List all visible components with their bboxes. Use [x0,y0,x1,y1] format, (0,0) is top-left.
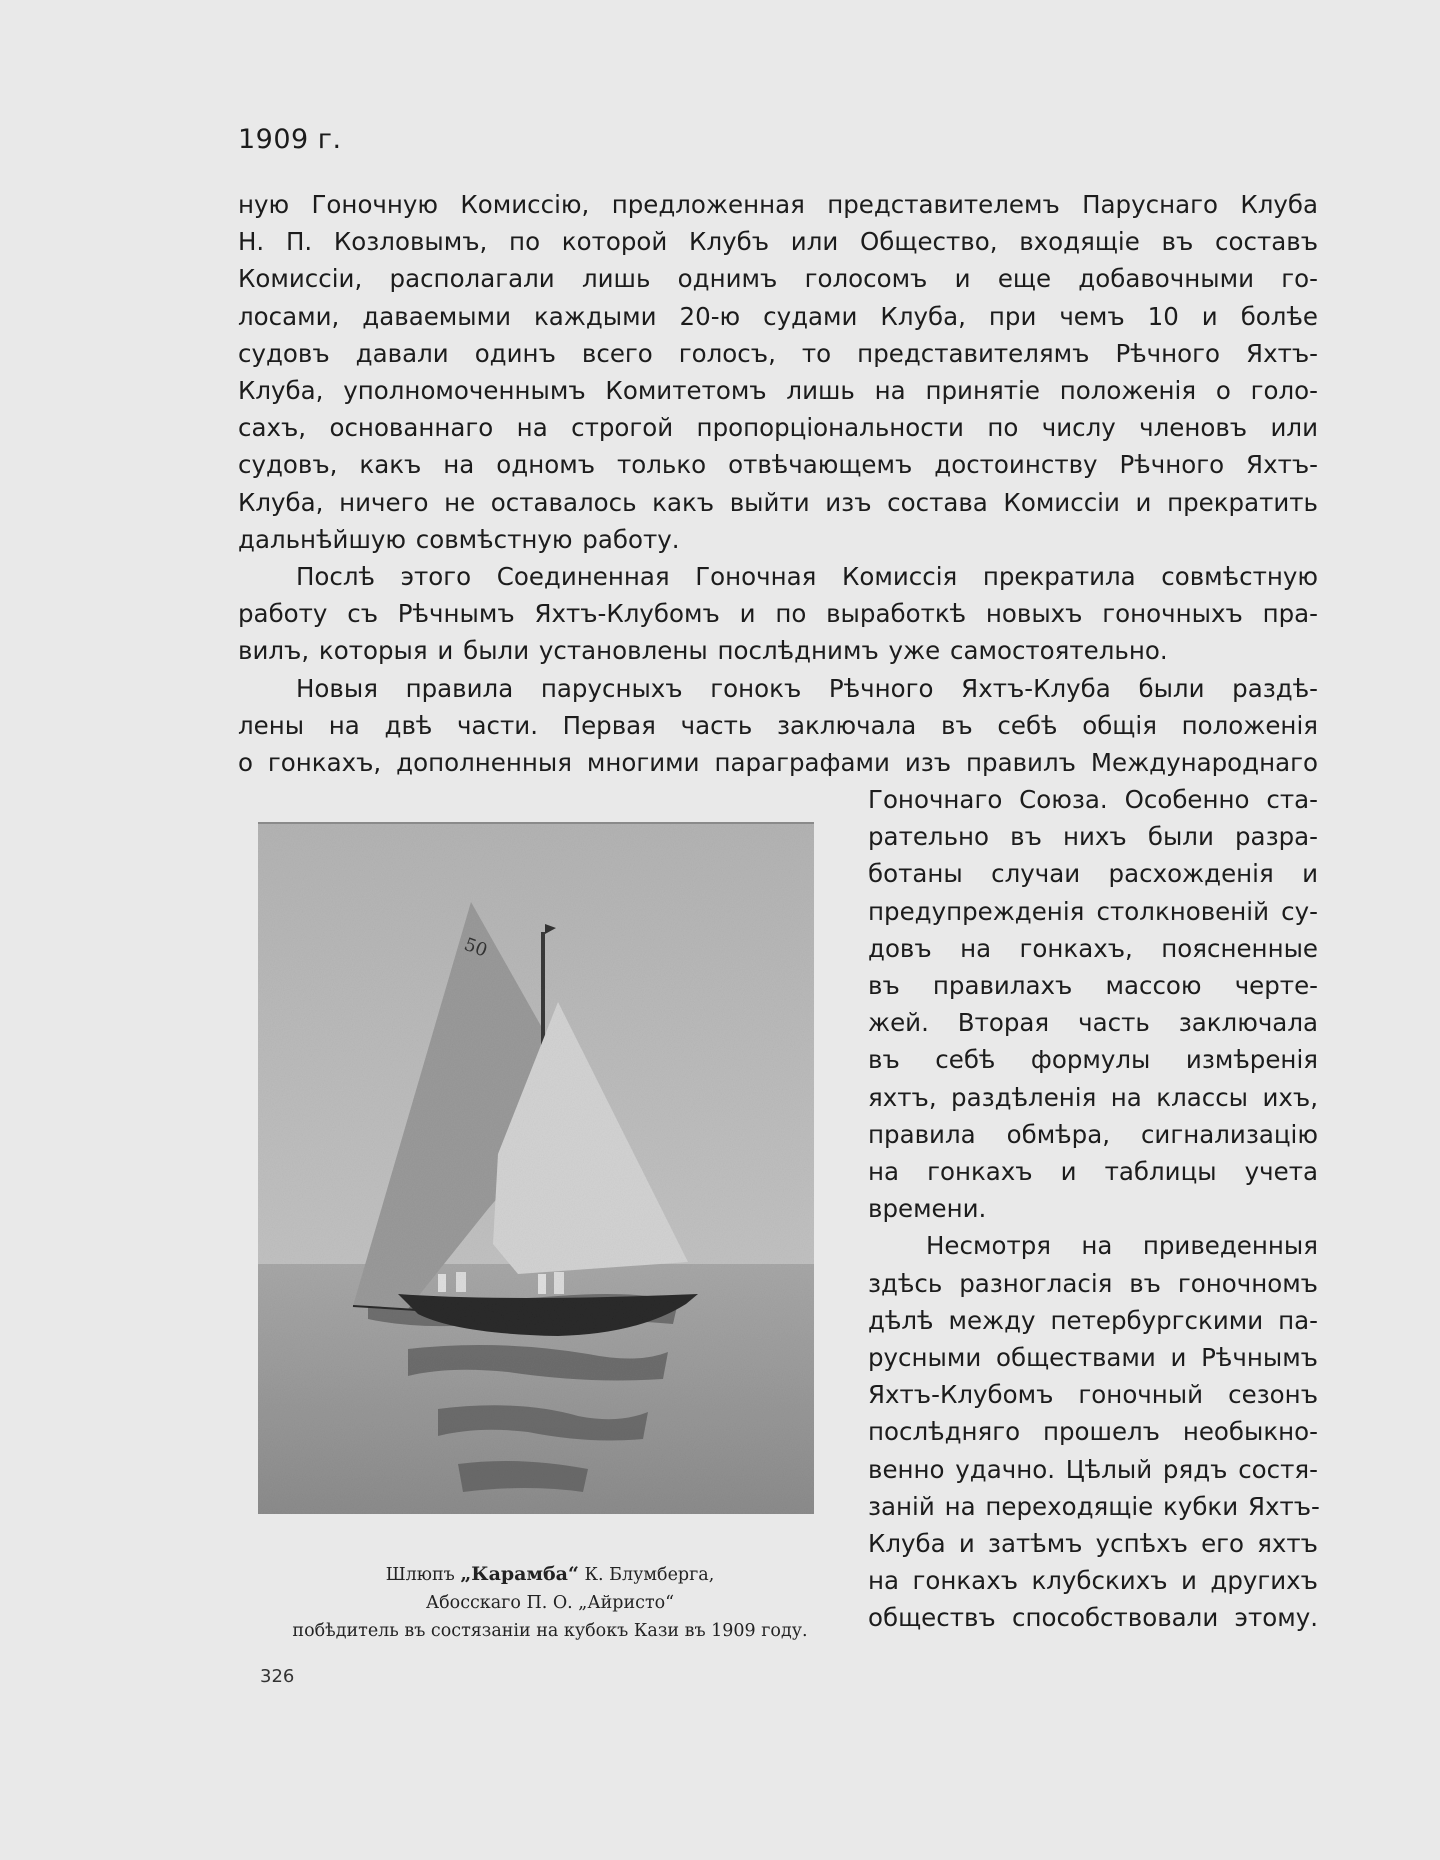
text-line: на гонкахъ и таблицы учета [868,1157,1318,1186]
text-line: Клуба и затѣмъ успѣхъ его яхтъ [868,1529,1318,1558]
text-line: Несмотря на приведенныя [926,1231,1318,1261]
text-line: лосами, даваемыми каждыми 20-ю судами Клуба, при чемъ 10 и болѣе [238,301,1318,331]
page-number: 326 [260,1666,295,1687]
text-line: Клуба, уполномоченнымъ Комитетомъ лишь на принятіе положенія о голо- [238,376,1318,405]
text-line: яхтъ, раздѣленія на классы ихъ, [868,1082,1318,1112]
text-line: дѣлѣ между петербургскими па- [868,1305,1318,1335]
text-line: послѣдняго прошелъ необыкно- [868,1417,1318,1447]
text-line: обществъ способствовали этому. [868,1603,1318,1633]
text-line: заній на переходящіе кубки Яхтъ- [868,1491,1320,1521]
text-line: Комиссіи, располагали лишь однимъ голосомъ и еще добавочными го- [238,264,1318,294]
caption-line-1: Шлюпъ „Карамба“ К. Блумберга, [385,1563,715,1585]
svg-text:50: 50 [461,933,490,962]
text-line: въ правилахъ массою черте- [868,971,1318,1000]
text-line: дальнѣйшую совмѣстную работу. [238,524,680,554]
text-line: на гонкахъ клубскихъ и другихъ [868,1566,1318,1596]
page-header-year: 1909 г. [238,124,342,155]
text-line: Клуба, ничего не оставалось какъ выйти изъ состава Комиссіи и прекратить [238,487,1318,517]
text-line: Яхтъ-Клубомъ гоночный сезонъ [868,1380,1318,1410]
text-line: предупрежденія столкновеній су- [868,896,1318,926]
caption-line-2: Абосскаго П. О. „Айристо“ [425,1593,675,1613]
figure-caption [250,1560,850,1645]
text-line: судовъ, какъ на одномъ только отвѣчающемъ достоинству Рѣчного Яхтъ- [238,450,1318,480]
text-line: правила обмѣра, сигнализацію [868,1119,1318,1149]
sailboat-photo [258,822,814,1514]
text-line: жей. Вторая часть заключала [868,1008,1318,1038]
boat-name: „Карамба“ [460,1563,579,1585]
text-line: сахъ, основаннаго на строгой пропорціональности по числу членовъ или [238,413,1318,443]
text-line: Н. П. Козловымъ, по которой Клубъ или Общество, входящіе въ составъ [238,227,1318,257]
text-line: времени. [868,1194,987,1224]
text-line: русными обществами и Рѣчнымъ [868,1343,1318,1372]
text-line: Послѣ этого Соединенная Гоночная Комиссія прекратила совмѣстную [296,562,1318,591]
text-line: Гоночнаго Союза. Особенно ста- [868,785,1318,814]
text-line: о гонкахъ, дополненныя многими параграфами изъ правилъ Международнаго [238,748,1318,777]
text-line: ботаны случаи расхожденія и [868,859,1318,889]
text-line: рательно въ нихъ были разра- [868,822,1318,852]
text-line: венно удачно. Цѣлый рядъ состя- [868,1454,1318,1484]
text-line: судовъ давали одинъ всего голосъ, то представителямъ Рѣчного Яхтъ- [238,338,1318,368]
text-line: Новыя правила парусныхъ гонокъ Рѣчного Яхтъ-Клуба были раздѣ- [296,673,1318,703]
text-line: довъ на гонкахъ, поясненные [868,933,1318,963]
text-line: вилъ, которыя и были установлены послѣднимъ уже самостоятельно. [238,636,1168,666]
text-line: въ себѣ формулы измѣренія [868,1045,1318,1075]
text-line: здѣсь разногласія въ гоночномъ [868,1268,1318,1298]
text-line: ную Гоночную Комиссію, предложенная представителемъ Паруснаго Клуба [238,190,1318,219]
caption-line-3: побѣдитель въ состязаніи на кубокъ Кази въ 1909 году. [292,1621,808,1641]
text-line: работу съ Рѣчнымъ Яхтъ-Клубомъ и по выработкѣ новыхъ гоночныхъ пра- [238,599,1318,629]
text-line: лены на двѣ части. Первая часть заключала въ себѣ общія положенія [238,710,1318,740]
